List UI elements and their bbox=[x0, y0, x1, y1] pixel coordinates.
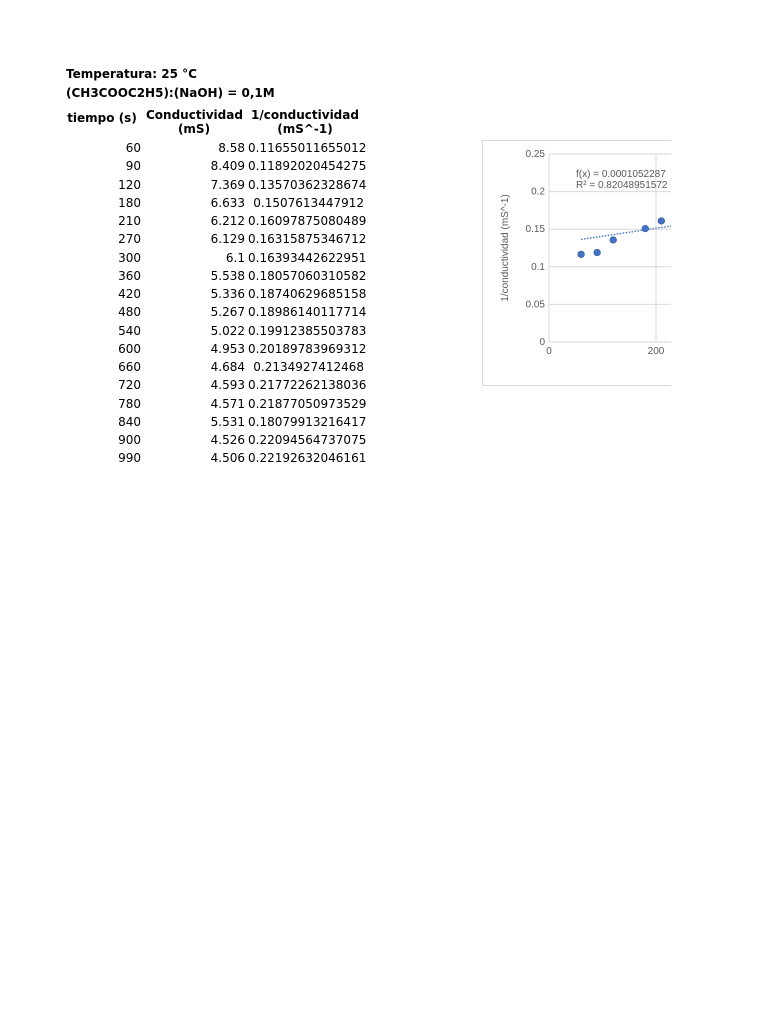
cell-time[interactable]: 420 bbox=[118, 287, 141, 301]
table-row[interactable] bbox=[60, 449, 370, 467]
chart-container[interactable] bbox=[482, 140, 671, 386]
cell-conductivity[interactable]: 5.022 bbox=[210, 323, 245, 338]
cell-time[interactable]: 900 bbox=[118, 433, 141, 447]
cell-inverse[interactable]: 0.20189783969312 bbox=[248, 341, 367, 356]
trendline-r2: R² = 0.82048951572 bbox=[576, 180, 668, 191]
cell-inverse[interactable]: 0.21877050973529 bbox=[248, 396, 367, 411]
table-row[interactable] bbox=[60, 176, 370, 194]
cell-conductivity[interactable]: 6.1 bbox=[225, 250, 245, 265]
cell-time[interactable]: 360 bbox=[118, 268, 141, 283]
cell-conductivity[interactable]: 6.633 bbox=[210, 195, 245, 210]
cell-conductivity[interactable]: 4.526 bbox=[210, 433, 245, 447]
col-header-time-text: tiempo (s) bbox=[67, 111, 137, 125]
y-tick-label: 0.05 bbox=[525, 299, 545, 311]
cell-inverse[interactable]: 0.16097875080489 bbox=[248, 214, 367, 228]
col-header-conductivity-line2: (mS) bbox=[177, 122, 211, 136]
y-tick-label: 0 bbox=[539, 337, 545, 348]
cell-inverse[interactable]: 0.18079913216417 bbox=[248, 414, 367, 429]
col-header-time[interactable] bbox=[66, 111, 138, 125]
cell-conductivity[interactable]: 5.336 bbox=[210, 287, 245, 301]
col-header-conductivity-line1: Conductividad bbox=[146, 108, 243, 122]
cell-time[interactable]: 840 bbox=[118, 414, 141, 429]
cell-time[interactable]: 480 bbox=[118, 305, 141, 320]
trendline-equation: f(x) = 0.0001052287 bbox=[576, 169, 666, 180]
cell-conductivity[interactable]: 8.409 bbox=[210, 159, 245, 174]
cell-inverse[interactable]: 0.18740629685158 bbox=[248, 287, 367, 301]
cell-inverse[interactable]: 0.19912385503783 bbox=[248, 323, 367, 338]
cell-time[interactable]: 720 bbox=[118, 378, 141, 393]
cell-conductivity[interactable]: 7.369 bbox=[210, 177, 245, 192]
table-row[interactable] bbox=[60, 431, 370, 449]
table-row[interactable] bbox=[60, 230, 370, 248]
y-tick-label: 0.25 bbox=[525, 149, 545, 160]
cell-conductivity[interactable]: 4.684 bbox=[210, 360, 245, 374]
y-tick-label: 0.2 bbox=[531, 186, 545, 198]
y-axis-label: 1/conductividad (mS^-1) bbox=[500, 194, 511, 302]
x-tick-label: 200 bbox=[647, 346, 665, 357]
cell-inverse[interactable]: 0.21772262138036 bbox=[248, 378, 367, 393]
cell-inverse[interactable]: 0.16393442622951 bbox=[248, 250, 367, 265]
cell-conductivity[interactable]: 4.506 bbox=[210, 451, 245, 466]
cell-time[interactable]: 210 bbox=[118, 214, 141, 228]
table-row[interactable] bbox=[60, 285, 370, 303]
cell-conductivity[interactable]: 4.953 bbox=[210, 341, 245, 356]
cell-conductivity[interactable]: 5.538 bbox=[210, 268, 245, 283]
table-row[interactable] bbox=[60, 395, 370, 413]
data-point bbox=[610, 237, 617, 244]
cell-time[interactable]: 540 bbox=[118, 323, 141, 338]
cell-inverse[interactable]: 0.16315875346712 bbox=[248, 232, 367, 247]
cell-inverse[interactable]: 0.22094564737075 bbox=[248, 433, 367, 447]
table-row[interactable] bbox=[60, 413, 370, 431]
col-header-inverse-line2: (mS^-1) bbox=[277, 122, 333, 136]
cell-conductivity[interactable]: 4.571 bbox=[210, 396, 245, 411]
temperature-label: Temperatura: 25 °C bbox=[66, 67, 197, 81]
table-row[interactable] bbox=[60, 358, 370, 376]
cell-time[interactable]: 780 bbox=[118, 396, 141, 411]
cell-conductivity[interactable]: 5.531 bbox=[210, 414, 245, 429]
cell-inverse[interactable]: 0.18986140117714 bbox=[248, 305, 367, 320]
table-row[interactable] bbox=[60, 376, 370, 394]
cell-inverse[interactable]: 0.13570362328674 bbox=[248, 177, 367, 192]
table-row[interactable] bbox=[60, 212, 370, 230]
data-table bbox=[60, 139, 370, 468]
cell-time[interactable]: 180 bbox=[118, 195, 141, 210]
table-row[interactable] bbox=[60, 139, 370, 157]
table-row[interactable] bbox=[60, 249, 370, 267]
cell-inverse[interactable]: 0.2134927412468 bbox=[253, 360, 364, 374]
x-tick-label: 0 bbox=[546, 346, 552, 357]
cell-conductivity[interactable]: 8.58 bbox=[218, 141, 245, 155]
table-row[interactable] bbox=[60, 303, 370, 321]
cell-conductivity[interactable]: 4.593 bbox=[210, 378, 245, 393]
table-row[interactable] bbox=[60, 322, 370, 340]
cell-inverse[interactable]: 0.11655011655012 bbox=[248, 141, 367, 155]
table-row[interactable] bbox=[60, 340, 370, 358]
y-tick-label: 0.1 bbox=[531, 261, 545, 273]
cell-time[interactable]: 660 bbox=[118, 360, 141, 374]
cell-time[interactable]: 600 bbox=[118, 341, 141, 356]
cell-time[interactable]: 90 bbox=[125, 159, 141, 174]
table-row[interactable] bbox=[60, 157, 370, 175]
col-header-inverse[interactable] bbox=[248, 108, 362, 136]
data-point bbox=[578, 251, 585, 258]
cell-inverse[interactable]: 0.18057060310582 bbox=[248, 268, 367, 283]
concentration-label: (CH3COOC2H5):(NaOH) = 0,1M bbox=[66, 86, 275, 100]
data-point bbox=[658, 218, 665, 225]
col-header-inverse-line1: 1/conductividad bbox=[251, 108, 359, 122]
cell-inverse[interactable]: 0.1507613447912 bbox=[253, 195, 364, 210]
y-tick-label: 0.15 bbox=[525, 224, 545, 236]
cell-time[interactable]: 60 bbox=[125, 141, 141, 155]
data-point bbox=[642, 225, 649, 232]
cell-time[interactable]: 990 bbox=[118, 451, 141, 466]
cell-inverse[interactable]: 0.11892020454275 bbox=[248, 159, 367, 174]
cell-time[interactable]: 270 bbox=[118, 232, 141, 247]
cell-time[interactable]: 120 bbox=[118, 177, 141, 192]
cell-conductivity[interactable]: 6.129 bbox=[210, 232, 245, 247]
col-header-conductivity[interactable] bbox=[146, 108, 242, 136]
table-row[interactable] bbox=[60, 194, 370, 212]
cell-conductivity[interactable]: 6.212 bbox=[210, 214, 245, 228]
data-point bbox=[594, 249, 601, 256]
cell-inverse[interactable]: 0.22192632046161 bbox=[248, 451, 367, 466]
cell-conductivity[interactable]: 5.267 bbox=[210, 305, 245, 320]
scatter-chart bbox=[483, 141, 671, 385]
table-row[interactable] bbox=[60, 267, 370, 285]
cell-time[interactable]: 300 bbox=[118, 250, 141, 265]
